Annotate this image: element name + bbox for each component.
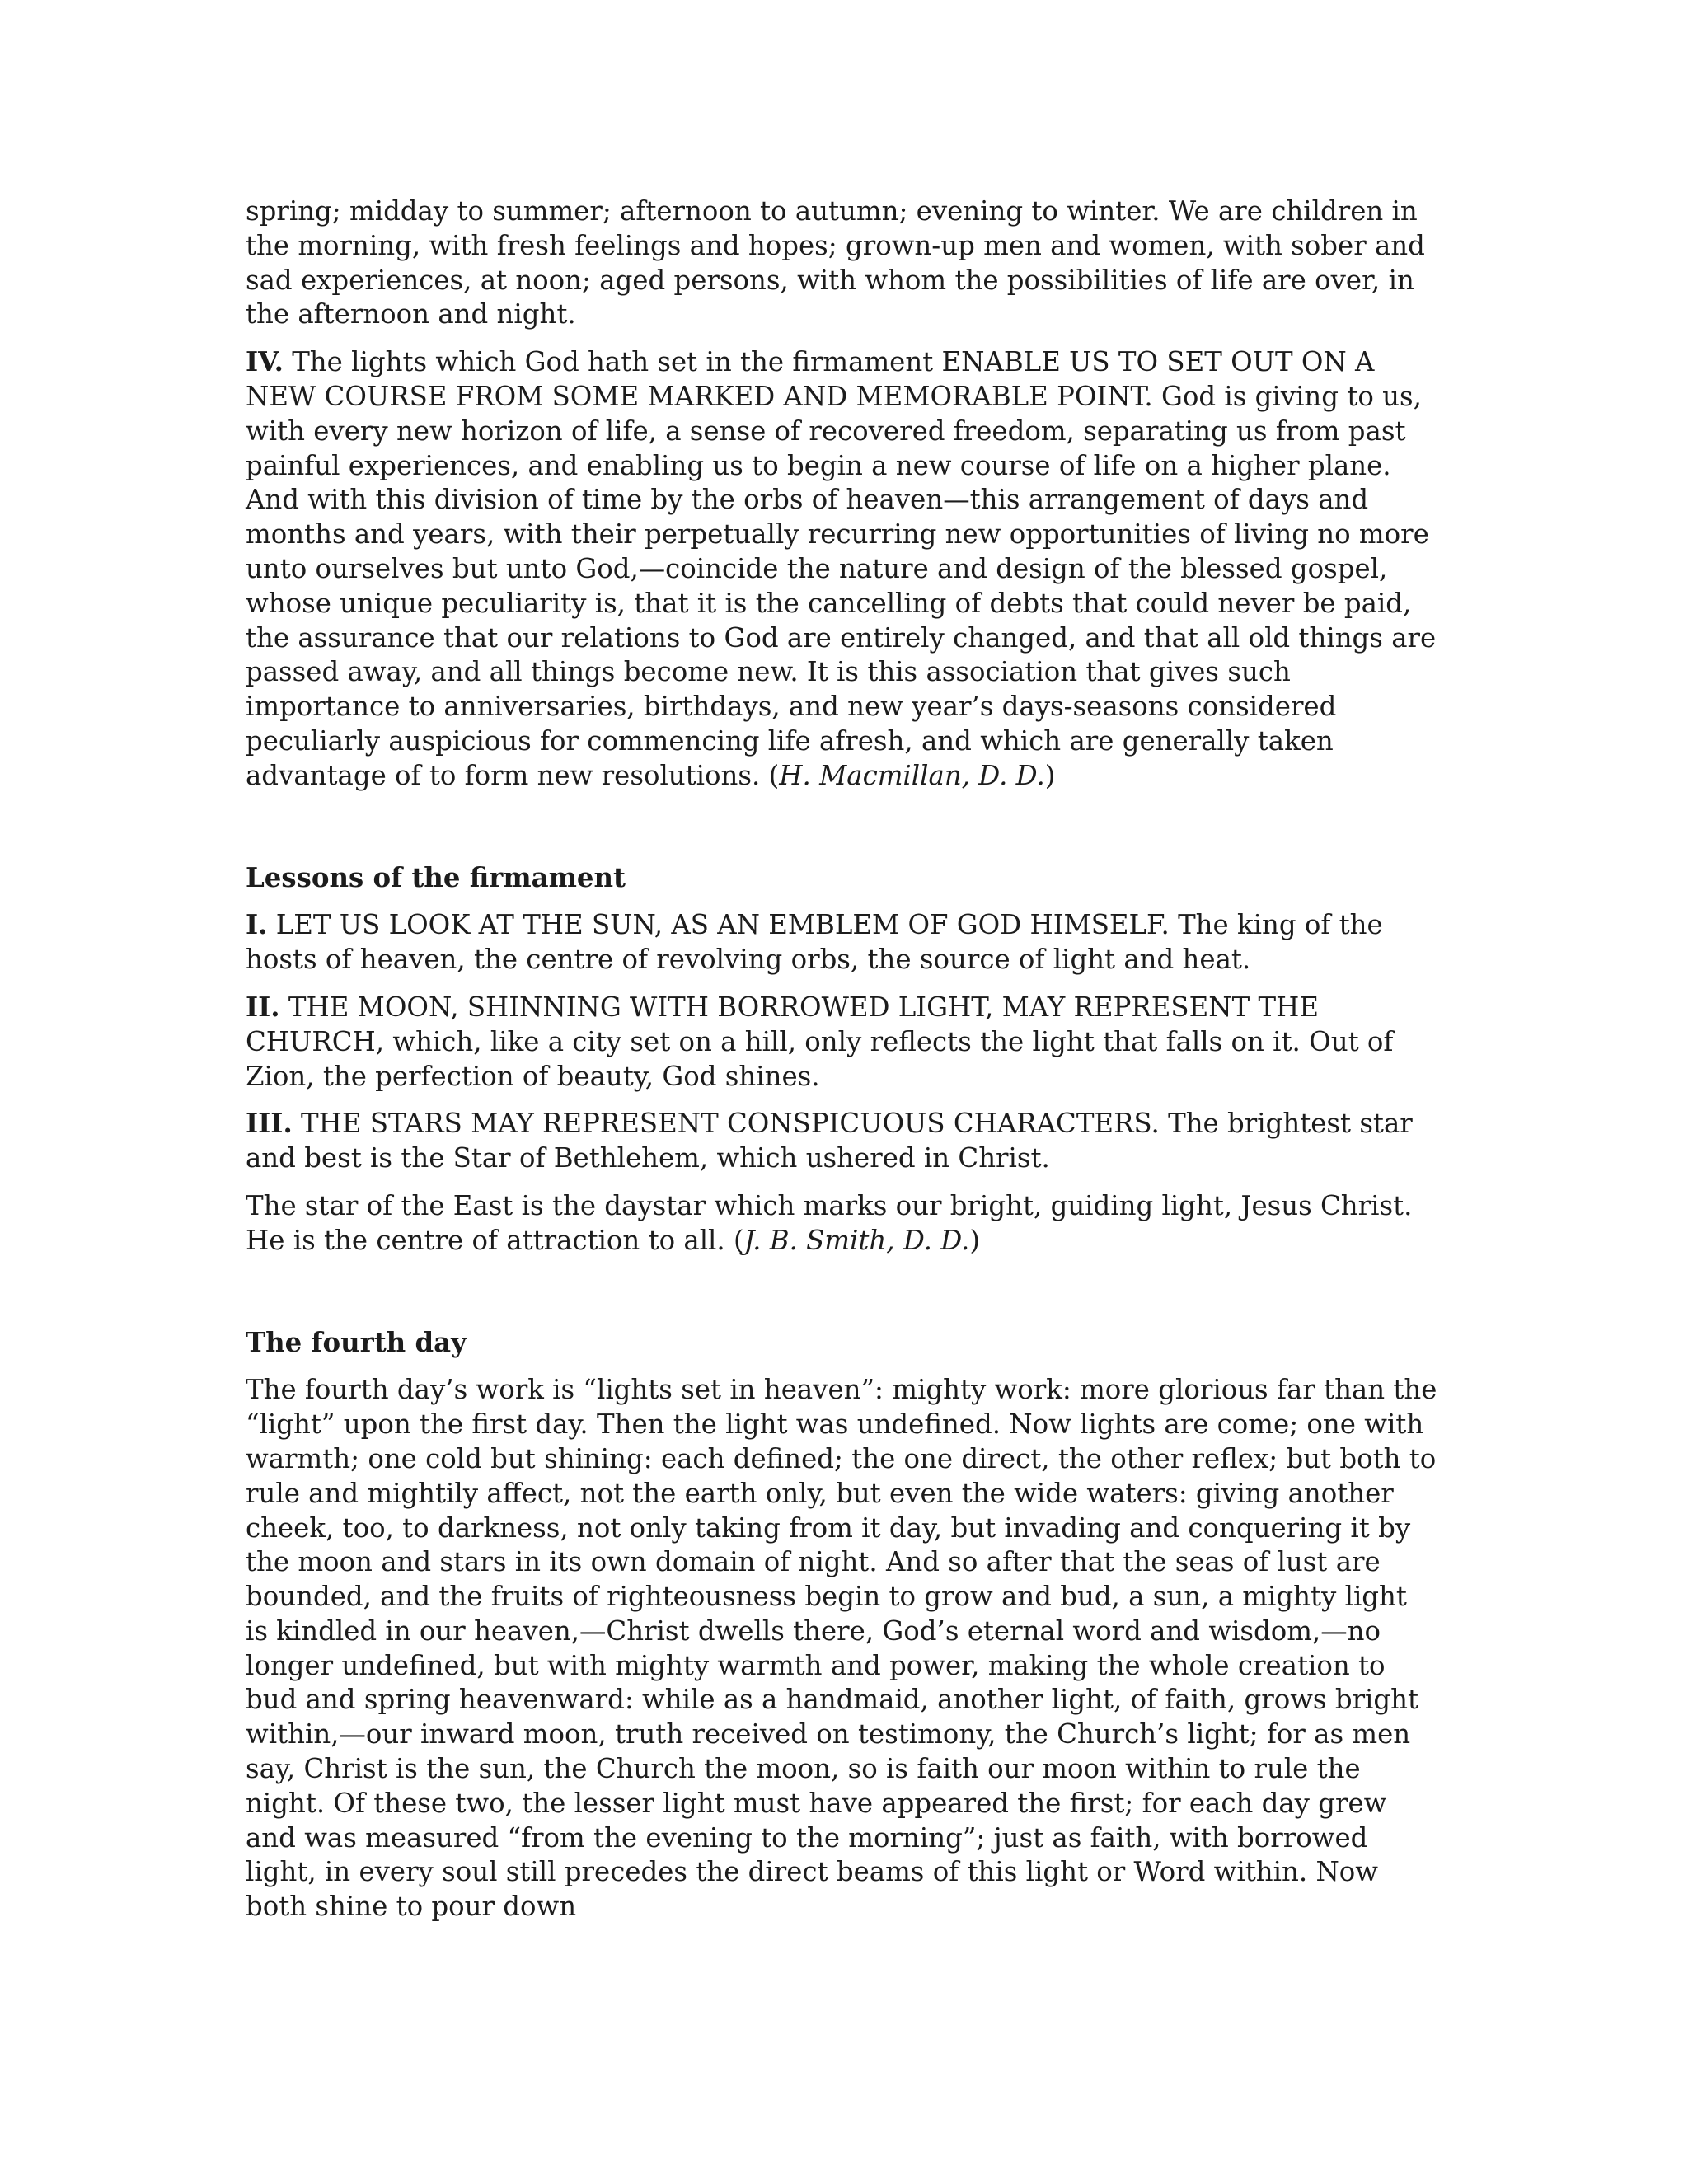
lesson-text: LET US LOOK AT THE SUN, AS AN EMBLEM OF GOD HIMSELF. The king of the hosts of heaven, the centre of revolving orbs, the source of light and heat. — [246, 909, 1383, 976]
heading-the-fourth-day: The fourth day — [246, 1326, 467, 1358]
point-iv-paragraph — [246, 345, 1437, 793]
continuation-text: spring; midday to summer; afternoon to autumn; evening to winter. We are children in the morning, with fresh feelings and hopes; grown-up men and women, with sober and sad experiences, at noon; aged persons, with whom the possibilities of life are over, in the afternoon and night. — [246, 195, 1425, 330]
point-iv-numeral: IV. — [246, 346, 284, 378]
fourth-day-paragraph — [246, 1373, 1437, 1924]
lesson-numeral: III. — [246, 1108, 293, 1140]
lesson-closing-close: ) — [969, 1224, 980, 1256]
point-iv-citation: H. Macmillan, D. D. — [779, 759, 1045, 791]
document-page — [246, 194, 1437, 1938]
continuation-paragraph — [246, 194, 1437, 332]
point-iv-text: The lights which God hath set in the firmament ENABLE US TO SET OUT ON A NEW COURSE FROM SOME MARKED AND MEMORABLE POINT. God is giving to us, with every new horizon of life, a sense of recovered freedom, separating us from past painful experiences, and enabling us to begin a new course of life on a higher plane. And with this division of time by the orbs of heaven—this arrangement of days and months and years, with their perpetually recurring new opportunities of living no more unto ourselves but unto God,—coincide the nature and design of the blessed gospel, whose unique peculiarity is, that it is the cancelling of debts that could never be paid, the assurance that our relations to God are entirely changed, and that all old things are passed away, and all things become new. It is this association that gives such importance to anniversaries, birthdays, and new year’s days-seasons considered peculiarly auspicious for commencing life afresh, and which are generally taken advantage of to form new resolutions. ( — [246, 346, 1437, 791]
lesson-item-3 — [246, 1107, 1437, 1176]
lesson-item-1 — [246, 908, 1437, 977]
lesson-item-2 — [246, 991, 1437, 1094]
heading-lessons-of-the-firmament: Lessons of the firmament — [246, 861, 626, 893]
lesson-numeral: II. — [246, 991, 280, 1023]
lesson-text: THE STARS MAY REPRESENT CONSPICUOUS CHARACTERS. The brightest star and best is the Star of Bethlehem, which ushered in Christ. — [246, 1108, 1413, 1174]
lesson-closing-paragraph — [246, 1189, 1437, 1258]
fourth-day-text: The fourth day’s work is “lights set in heaven”: mighty work: more glorious far than the “light” upon the first day. Then the light was undefined. Now lights are come; one with warmth; one cold but shining: each defined; the one direct, the other reflex; but both to rule and mightily affect, not the earth only, but even the wide waters: giving another cheek, too, to darkness, not only taking from it day, but invading and conquering it by the moon and stars in its own domain of night. And so after that the seas of lust are bounded, and the fruits of righteousness begin to grow and bud, a sun, a mighty light is kindled in our heaven,—Christ dwells there, God’s eternal word and wisdom,—no longer undefined, but with mighty warmth and power, making the whole creation to bud and spring heavenward: while as a handmaid, another light, of faith, grows bright within,—our inward moon, truth received on testimony, the Church’s light; for as men say, Christ is the sun, the Church the moon, so is faith our moon within to rule the night. Of these two, the lesser light must have appeared the first; for each day grew and was measured “from the evening to the morning”; just as faith, with borrowed light, in every soul still precedes the direct beams of this light or Word within. Now both shine to pour down — [246, 1374, 1437, 1923]
lesson-numeral: I. — [246, 909, 268, 941]
lesson-closing-text: The star of the East is the daystar which marks our bright, guiding light, Jesus Christ. He is the centre of attraction to all. ( — [246, 1189, 1413, 1256]
lesson-text: THE MOON, SHINNING WITH BORROWED LIGHT, MAY REPRESENT THE CHURCH, which, like a city set on a hill, only reflects the light that falls on it. Out of Zion, the perfection of beauty, God shines. — [246, 991, 1394, 1092]
point-iv-close: ) — [1044, 759, 1056, 791]
lesson-closing-citation: J. B. Smith, D. D. — [743, 1224, 970, 1256]
